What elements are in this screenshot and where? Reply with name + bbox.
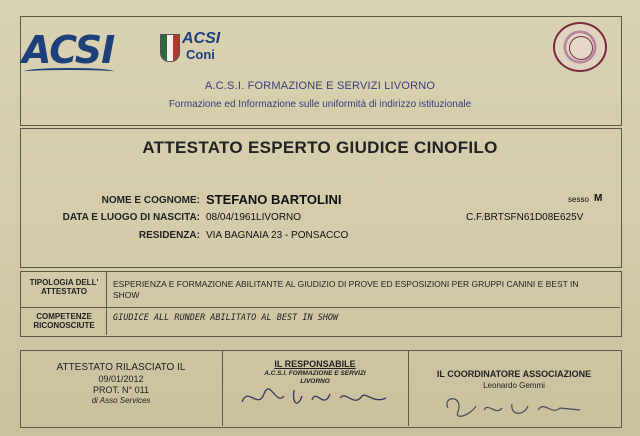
issuer: di Asso Services [91, 396, 151, 405]
certificate-title: ATTESTATO ESPERTO GIUDICE CINOFILO [142, 138, 498, 157]
type-value: ESPERIENZA E FORMAZIONE ABILITANTE AL GIUDIZIO DI PROVE ED ESPOSIZIONI PER GRUPPI CANINI E BEST IN SHOW [113, 279, 579, 300]
protocol-number: PROT. N° 011 [93, 385, 149, 395]
coordinator-signature [440, 390, 590, 424]
type-label: TIPOLOGIA DELL' ATTESTATO [29, 278, 99, 296]
name-label: NOME E COGNOME: [101, 195, 200, 206]
sex-label: sesso [568, 195, 589, 204]
acsi-coni-logo: ACSI Coni [160, 30, 240, 70]
responsible-city: LIVORNO [300, 378, 330, 385]
skills-value: GIUDICE ALL RUNDER ABILITATO AL BEST IN SHOW [113, 313, 339, 323]
tax-code-label: C.F. [466, 212, 484, 223]
skills-label: COMPETENZE RICONOSCIUTE [33, 312, 95, 330]
coordinator-title: IL COORDINATORE ASSOCIAZIONE [436, 369, 592, 379]
organization-name: A.C.S.I. FORMAZIONE E SERVIZI LIVORNO [204, 80, 436, 92]
issued-date: 09/01/2012 [98, 374, 144, 384]
acsi-logo: ACSI [22, 28, 126, 80]
residence-value: VIA BAGNAIA 23 - PONSACCO [206, 230, 349, 241]
tax-code-value: BRTSFN61D08E625V [484, 212, 584, 223]
sex-value: M [594, 193, 603, 204]
birth-value: 08/04/1961LIVORNO [206, 212, 302, 223]
residence-label: RESIDENZA: [138, 230, 200, 241]
name-value: STEFANO BARTOLINI [206, 192, 342, 207]
coordinator-name: Leonardo Gemmi [483, 381, 545, 390]
tricolor-shield-icon [160, 34, 180, 62]
responsible-org: A.C.S.I. FORMAZIONE E SERVIZI [264, 370, 366, 377]
responsible-signature [236, 380, 396, 416]
responsible-title: IL RESPONSABILE [274, 359, 356, 369]
organization-subtitle: Formazione ed Informazione sulle uniformità di indirizzo istituzionale [168, 99, 472, 110]
birth-label: DATA E LUOGO DI NASCITA: [62, 212, 200, 223]
issued-label: ATTESTATO RILASCIATO IL [56, 362, 186, 373]
round-seal-icon [553, 22, 607, 72]
